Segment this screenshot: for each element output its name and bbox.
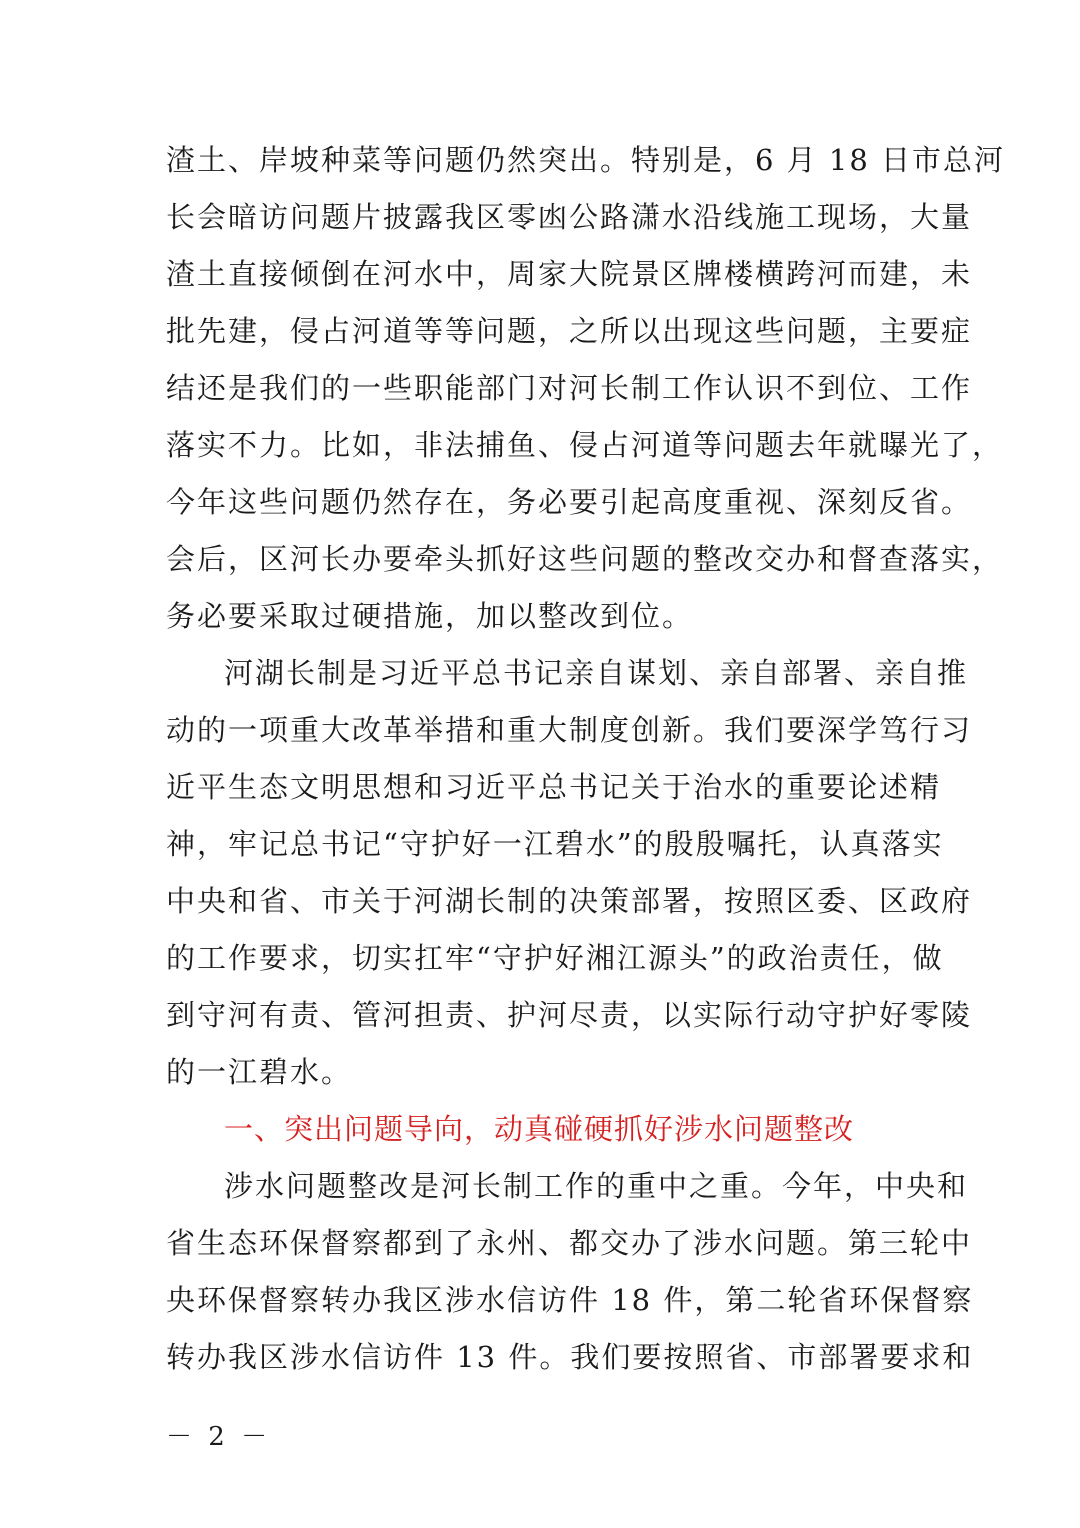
paragraph-2-line-5: 中央和省、市关于河湖长制的决策部署，按照区委、区政府 <box>166 884 973 918</box>
paragraph-3-line-4: 转办我区涉水信访件 13 件。我们要按照省、市部署要求和 <box>166 1340 974 1374</box>
paragraph-2-line-1: 河湖长制是习近平总书记亲自谋划、亲自部署、亲自推 <box>224 656 969 690</box>
paragraph-1-line-3: 渣土直接倾倒在河水中，周家大院景区牌楼横跨河而建，未 <box>166 257 973 291</box>
paragraph-1-line-6: 落实不力。比如，非法捕鱼、侵占河道等问题去年就曝光了， <box>166 428 1004 462</box>
paragraph-2-line-3: 近平生态文明思想和习近平总书记关于治水的重要论述精 <box>166 770 942 804</box>
paragraph-3-line-3: 央环保督察转办我区涉水信访件 18 件，第二轮省环保督察 <box>166 1283 974 1317</box>
paragraph-1-line-8: 会后，区河长办要牵头抓好这些问题的整改交办和督查落实， <box>166 542 1004 576</box>
page-number: － 2 － <box>166 1422 272 1452</box>
paragraph-2-line-6: 的工作要求，切实扛牢“守护好湘江源头”的政治责任，做 <box>166 941 944 975</box>
paragraph-3-line-1: 涉水问题整改是河长制工作的重中之重。今年，中央和 <box>224 1169 969 1203</box>
paragraph-1-line-5: 结还是我们的一些职能部门对河长制工作认识不到位、工作 <box>166 371 973 405</box>
paragraph-2-line-2: 动的一项重大改革举措和重大制度创新。我们要深学笃行习 <box>166 713 973 747</box>
paragraph-2-line-8: 的一江碧水。 <box>166 1055 353 1089</box>
section-heading: 一、突出问题导向，动真碰硬抓好涉水问题整改 <box>224 1112 855 1146</box>
paragraph-3-line-2: 省生态环保督察都到了永州、都交办了涉水问题。第三轮中 <box>166 1226 973 1260</box>
paragraph-1-line-9: 务必要采取过硬措施，加以整改到位。 <box>166 599 694 633</box>
paragraph-1-line-7: 今年这些问题仍然存在，务必要引起高度重视、深刻反省。 <box>166 485 973 519</box>
paragraph-1-line-4: 批先建，侵占河道等等问题，之所以出现这些问题，主要症 <box>166 314 973 348</box>
paragraph-1-line-2: 长会暗访问题片披露我区零凼公路潇水沿线施工现场，大量 <box>166 200 973 234</box>
paragraph-1-line-1: 渣土、岸坡种菜等问题仍然突出。特别是，6 月 18 日市总河 <box>166 143 1006 177</box>
paragraph-2-line-7: 到守河有责、管河担责、护河尽责，以实际行动守护好零陵 <box>166 998 973 1032</box>
paragraph-2-line-4: 神，牢记总书记“守护好一江碧水”的殷殷嘱托，认真落实 <box>166 827 944 861</box>
